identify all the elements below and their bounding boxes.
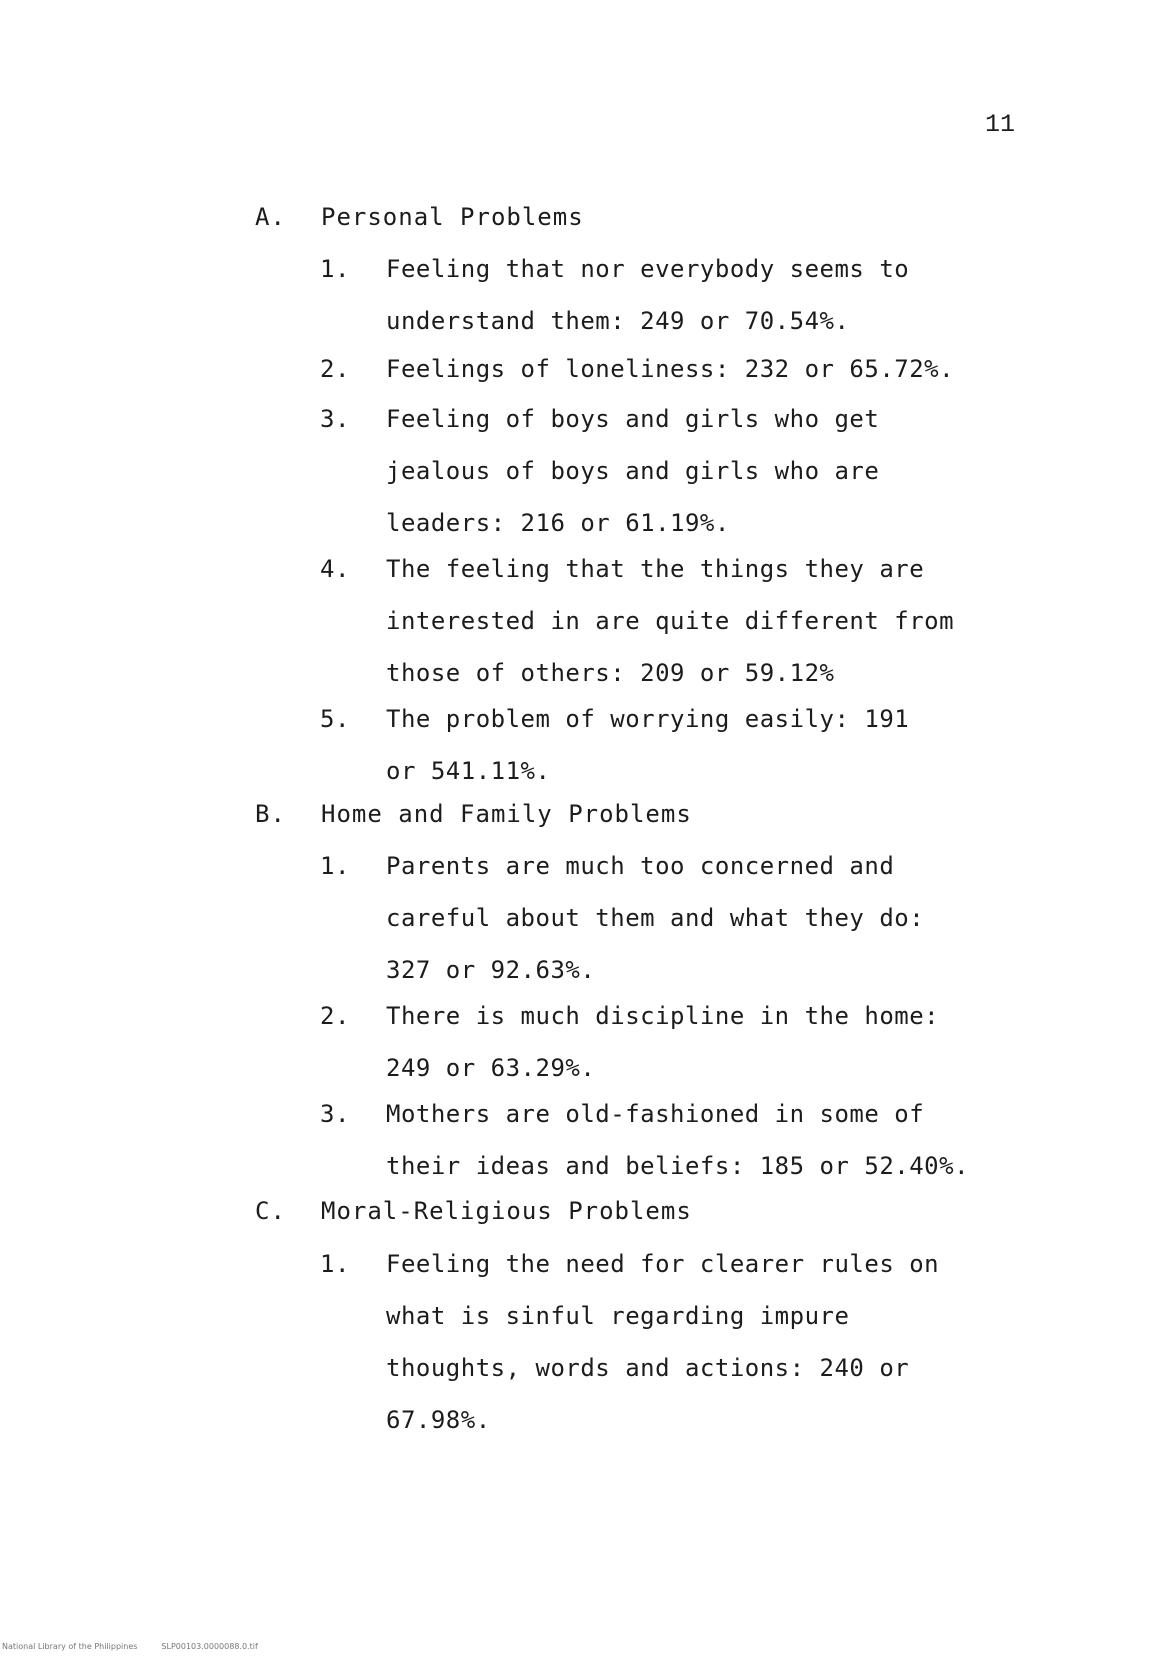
item-text-line: thoughts, words and actions: 240 or (386, 1354, 910, 1382)
item-number: 5. (320, 705, 350, 733)
section-letter: A. (255, 203, 286, 231)
section-title: Personal Problems (321, 203, 584, 231)
item-text-line: There is much discipline in the home: (386, 1002, 940, 1030)
section-letter: B. (255, 800, 286, 828)
item-number: 3. (320, 1100, 350, 1128)
page-number: 11 (985, 110, 1016, 139)
item-text-line: what is sinful regarding impure (386, 1302, 850, 1330)
item-text-line: The problem of worrying easily: 191 (386, 705, 910, 733)
item-text-line: Feelings of loneliness: 232 or 65.72%. (386, 355, 955, 383)
item-text-line: Feeling of boys and girls who get (386, 405, 880, 433)
footer-source: National Library of the Philippines (2, 1642, 138, 1651)
item-text-line: or 541.11%. (386, 757, 551, 785)
item-text-line: their ideas and beliefs: 185 or 52.40%. (386, 1152, 970, 1180)
item-text-line: those of others: 209 or 59.12% (386, 659, 835, 687)
item-number: 4. (320, 555, 350, 583)
item-text-line: Feeling that nor everybody seems to (386, 255, 910, 283)
item-number: 1. (320, 1250, 350, 1278)
item-text-line: Feeling the need for clearer rules on (386, 1250, 940, 1278)
item-text-line: interested in are quite different from (386, 607, 955, 635)
section-title: Home and Family Problems (321, 800, 692, 828)
item-text-line: The feeling that the things they are (386, 555, 925, 583)
item-text-line: jealous of boys and girls who are (386, 457, 880, 485)
item-text-line: Mothers are old-fashioned in some of (386, 1100, 925, 1128)
section-heading-a (255, 203, 584, 231)
section-letter: C. (255, 1197, 286, 1225)
item-text-line: 67.98%. (386, 1406, 491, 1434)
item-number: 1. (320, 255, 350, 283)
item-text-line: careful about them and what they do: (386, 904, 925, 932)
item-number: 1. (320, 852, 350, 880)
section-title: Moral-Religious Problems (321, 1197, 692, 1225)
item-number: 2. (320, 1002, 350, 1030)
section-heading-c (255, 1197, 692, 1225)
section-heading-b (255, 800, 692, 828)
footer-file-id: SLP00103.0000088.0.tif (161, 1642, 258, 1651)
item-number: 2. (320, 355, 350, 383)
item-text-line: 249 or 63.29%. (386, 1054, 596, 1082)
item-text-line: leaders: 216 or 61.19%. (386, 509, 730, 537)
scan-footer (2, 1642, 282, 1651)
item-text-line: Parents are much too concerned and (386, 852, 895, 880)
item-number: 3. (320, 405, 350, 433)
item-text-line: understand them: 249 or 70.54%. (386, 307, 850, 335)
item-text-line: 327 or 92.63%. (386, 956, 596, 984)
